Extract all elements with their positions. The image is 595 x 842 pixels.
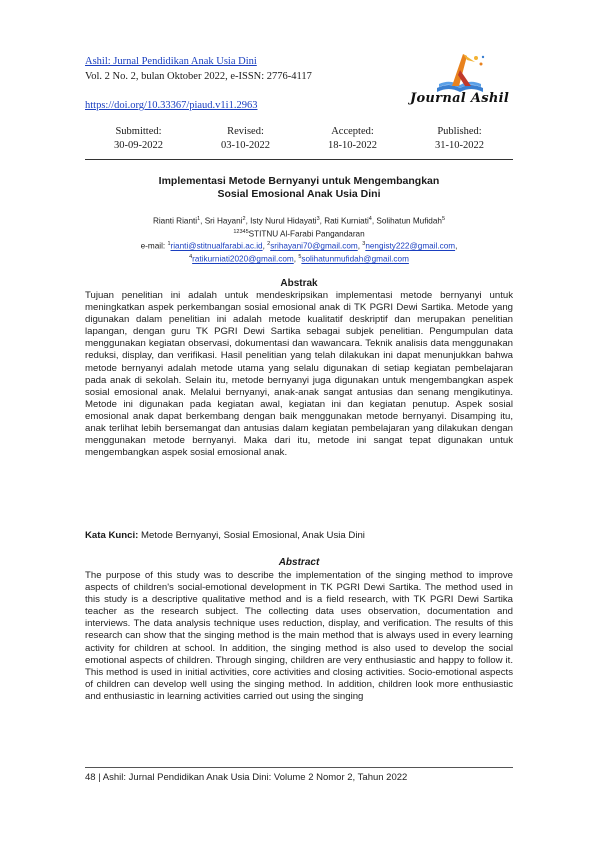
affiliation-sup: 12345 [233, 228, 249, 235]
author-name: Rati Kurniati [324, 216, 369, 226]
date-accepted [299, 125, 406, 153]
author-name: Solihatun Mufidah [376, 216, 442, 226]
abstract-heading: Abstract [278, 557, 320, 568]
email-sup: 2 [267, 241, 271, 248]
email-link[interactable]: solihatunmufidah@gmail.com [301, 254, 409, 264]
email-link[interactable]: srihayani70@gmail.com [270, 242, 358, 252]
author-sup: 2 [242, 216, 246, 222]
email-sup: 3 [362, 241, 366, 248]
date-submitted [85, 125, 192, 153]
email-sup: 1 [167, 241, 171, 248]
date-label: Published: [437, 126, 482, 137]
doi-link[interactable]: https://doi.org/10.33367/piaud.v1i1.2963 [85, 100, 258, 111]
date-label: Submitted: [115, 126, 162, 137]
date-value: 30-09-2022 [114, 140, 163, 151]
keywords-label: Kata Kunci: [85, 530, 139, 541]
affiliation-text: STITNU Al-Farabi Pangandaran [248, 229, 365, 239]
date-value: 18-10-2022 [328, 140, 377, 151]
email-prefix: e-mail: [140, 242, 168, 252]
author-name: Rianti Rianti [152, 216, 198, 226]
email-sup: 4 [189, 254, 193, 261]
page-footer: 48 | Ashil: Jurnal Pendidikan Anak Usia Dini: Volume 2 Nomor 2, Tahun 2022 [85, 772, 408, 783]
email-line: $^4$ratikurniati2020@gmail.com, $^5$solihatunmufidah@gmail.com [189, 254, 409, 264]
date-label: Revised: [227, 126, 264, 137]
email-sup: 5 [298, 254, 302, 261]
volume-info: Vol. 2 No. 2, bulan Oktober 2022, e-ISSN: 2776-4117 [85, 71, 312, 82]
submission-dates [85, 125, 513, 153]
paper-title [85, 175, 513, 201]
author-sup: 1 [197, 216, 201, 222]
author-names: Rianti Rianti$^1$, Sri Hayani$^2$, Isty Nurul Hidayati$^3$, Rati Kurniati$^4$, Solihatun Mufidah$^5$ [152, 216, 446, 226]
author-name: Isty Nurul Hidayati [250, 216, 317, 226]
date-revised [192, 125, 299, 153]
author-block [85, 214, 513, 265]
journal-name-link[interactable]: Ashil: Jurnal Pendidikan Anak Usia Dini [85, 56, 257, 67]
logo-text: Journal Ashil [410, 91, 510, 106]
keywords [85, 530, 513, 541]
header-divider [85, 159, 513, 160]
abstrak-heading: Abstrak [280, 278, 318, 289]
date-value: 03-10-2022 [221, 140, 270, 151]
email-link[interactable]: rianti@stitnualfarabi.ac.id [170, 242, 263, 252]
date-label: Accepted: [331, 126, 374, 137]
abstract-body: The purpose of this study was to describe the implementation of the singing method to improve aspects of children's social-emotional development in TK PGRI Dewi Sartika. The method used in this study is a descriptive qualitative method and is a field research, with TK PGRI Dewi Sartika teacher as the research subject. The collecting data uses observation, documentation and interviews. The data analysis technique uses reduction, display, and verification. The results of this research can show that the singing method is the main method that is always used in every learning activity for children at school. In addition, the singing method is also used to develop the social emotional aspects of children. Through singing, children are very enthusiastic and happy to follow it. This method is used in initial activities, core activities and closing activities. Socio-emotional aspects of children can develop well using the singing method. In addition, children look more enthusiastic and enthusiastic in learning activities carried out using the singing [85, 570, 513, 702]
affiliation [85, 227, 513, 240]
email-link[interactable]: ratikurniati2020@gmail.com [192, 254, 294, 264]
date-value: 31-10-2022 [435, 140, 484, 151]
footer-divider [85, 767, 513, 768]
date-published [406, 125, 513, 153]
author-sup: 3 [316, 216, 320, 222]
title-line-1: Implementasi Metode Bernyanyi untuk Mengembangkan [158, 175, 440, 187]
keywords-value: Metode Bernyanyi, Sosial Emosional, Anak Usia Dini [138, 530, 365, 541]
author-name: Sri Hayani [204, 216, 243, 226]
email-line: e-mail: $^1$rianti@stitnualfarabi.ac.id, $^2$srihayani70@gmail.com, $^3$nengisty222@gmail.com, [140, 241, 458, 252]
title-line-2: Sosial Emosional Anak Usia Dini [217, 188, 381, 200]
author-sup: 4 [368, 216, 372, 222]
author-sup: 5 [441, 216, 446, 222]
abstrak-body: Tujuan penelitian ini adalah untuk mendeskripsikan implementasi metode bernyanyi untuk meningkatkan aspek perkembangan sosial emosional anak di TK PGRI Dewi Sartika. Metode yang digunakan dalam penelitian ini adalah metode kualitatif deskriptif dan merupakan penelitian lapangan, dengan guru TK PGRI Dewi Sartika sebagai subjek penelitian. Pengumpulan data menggunakan kegiatan observasi, dokumentasi dan wawancara. Teknik analisis data menggunakan reduksi, display, dan verifikasi. Hasil penelitian yang telah dilakukan ini dapat menunjukkan bahwa metode bernyanyi adalah metode utama yang selalu digunakan di setiap kegiatan pembelajaran pada anak di sekolah. Selain itu, metode bernyanyi juga digunakan untuk mengembangkan aspek sosial emosional anak. Melalui bernyanyi, anak-anak sangat antusias dan senang mengikutinya. Metode ini digunakan pada kegiatan awal, kegiatan ini dan kegiatan penutup. Aspek sosial emosional anak dapat berkembang dengan baik menggunakan metode bernyanyi. Disamping itu, anak terlihat lebih bersemangat dan antusias dalam kegiatan pembelajaran yang dilakukan dengan menggunakan metode bernyanyi. Maka dari itu, metode ini sangat tepat digunakan untuk mengembangkan aspek sosial emosional anak. [85, 290, 513, 459]
email-link[interactable]: nengisty222@gmail.com [365, 242, 456, 252]
